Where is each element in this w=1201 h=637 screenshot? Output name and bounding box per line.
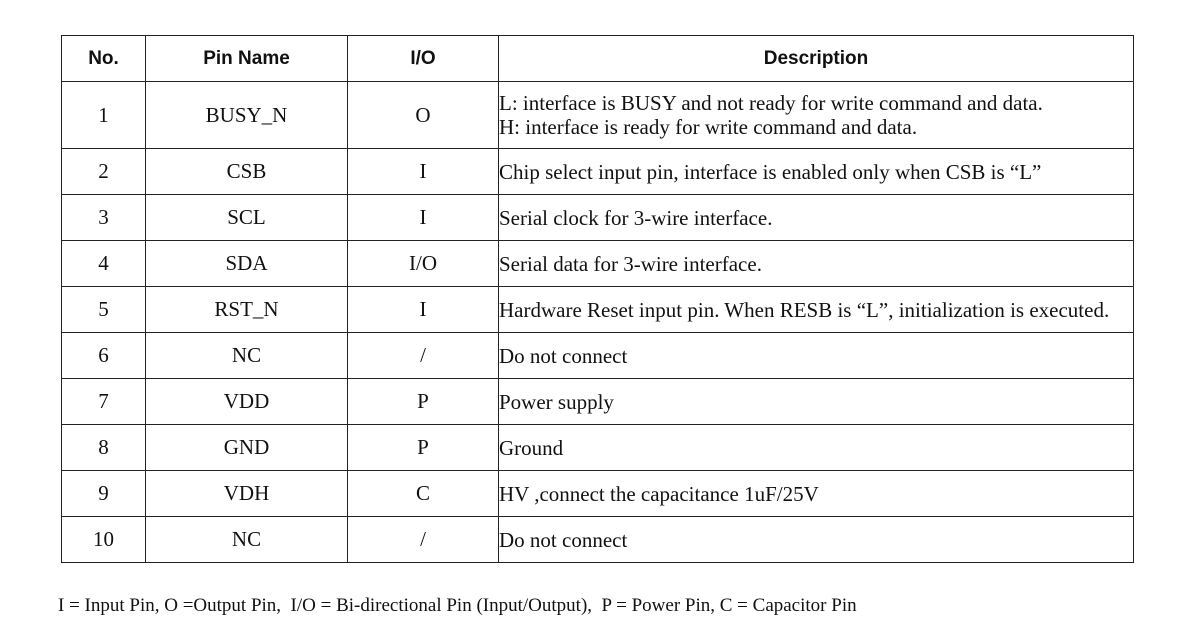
cell-description xyxy=(499,149,1134,195)
table-row xyxy=(62,471,1134,517)
cell-no: 6 xyxy=(62,333,146,379)
cell-io: I xyxy=(348,195,499,241)
cell-no: 3 xyxy=(62,195,146,241)
cell-no: 4 xyxy=(62,241,146,287)
cell-description xyxy=(499,425,1134,471)
cell-description xyxy=(499,195,1134,241)
description-line: Do not connect xyxy=(499,343,628,368)
cell-no: 2 xyxy=(62,149,146,195)
cell-io: / xyxy=(348,517,499,563)
cell-description xyxy=(499,379,1134,425)
cell-pin-name: RST_N xyxy=(146,287,348,333)
table-row xyxy=(62,425,1134,471)
table-row xyxy=(62,149,1134,195)
table-row xyxy=(62,379,1134,425)
cell-description xyxy=(499,517,1134,563)
cell-pin-name: VDD xyxy=(146,379,348,425)
description-line: Serial clock for 3-wire interface. xyxy=(499,205,773,230)
cell-pin-name: BUSY_N xyxy=(146,82,348,149)
cell-io: I xyxy=(348,287,499,333)
cell-no: 5 xyxy=(62,287,146,333)
cell-pin-name: SDA xyxy=(146,241,348,287)
cell-io: O xyxy=(348,82,499,149)
cell-io: I xyxy=(348,149,499,195)
cell-io: P xyxy=(348,425,499,471)
header-no: No. xyxy=(62,36,146,82)
cell-no: 8 xyxy=(62,425,146,471)
cell-pin-name: SCL xyxy=(146,195,348,241)
table-row xyxy=(62,287,1134,333)
io-type-legend: I = Input Pin, O =Output Pin, I/O = Bi-directional Pin (Input/Output), P = Power Pin, C = Capacitor Pin xyxy=(58,595,857,616)
cell-pin-name: GND xyxy=(146,425,348,471)
table-row xyxy=(62,333,1134,379)
cell-pin-name: NC xyxy=(146,517,348,563)
cell-io: I/O xyxy=(348,241,499,287)
header-pin-name: Pin Name xyxy=(146,36,348,82)
cell-no: 10 xyxy=(62,517,146,563)
cell-description xyxy=(499,287,1134,333)
table-row xyxy=(62,517,1134,563)
description-line: Serial data for 3-wire interface. xyxy=(499,251,762,276)
table-row xyxy=(62,241,1134,287)
cell-io: C xyxy=(348,471,499,517)
cell-io: P xyxy=(348,379,499,425)
description-line: Power supply xyxy=(499,389,614,414)
cell-pin-name: NC xyxy=(146,333,348,379)
cell-pin-name: CSB xyxy=(146,149,348,195)
description-line: L: interface is BUSY and not ready for write command and data. xyxy=(499,91,1043,115)
cell-no: 1 xyxy=(62,82,146,149)
description-line: Ground xyxy=(499,435,564,460)
description-line: Do not connect xyxy=(499,527,628,552)
cell-description xyxy=(499,471,1134,517)
description-line: Hardware Reset input pin. When RESB is “L”, initialization is executed. xyxy=(499,297,1110,322)
description-line: Chip select input pin, interface is enabled only when CSB is “L” xyxy=(499,159,1042,184)
description-line: H: interface is ready for write command and data. xyxy=(499,115,918,139)
cell-description xyxy=(499,241,1134,287)
cell-no: 9 xyxy=(62,471,146,517)
cell-io: / xyxy=(348,333,499,379)
table-row xyxy=(62,82,1134,149)
header-description: Description xyxy=(499,36,1134,82)
cell-description xyxy=(499,333,1134,379)
table-row xyxy=(62,195,1134,241)
header-io: I/O xyxy=(348,36,499,82)
cell-no: 7 xyxy=(62,379,146,425)
pin-table xyxy=(61,35,1134,563)
table-header-row xyxy=(62,36,1134,82)
description-line: HV ,connect the capacitance 1uF/25V xyxy=(499,481,819,506)
cell-pin-name: VDH xyxy=(146,471,348,517)
cell-description xyxy=(499,82,1134,149)
